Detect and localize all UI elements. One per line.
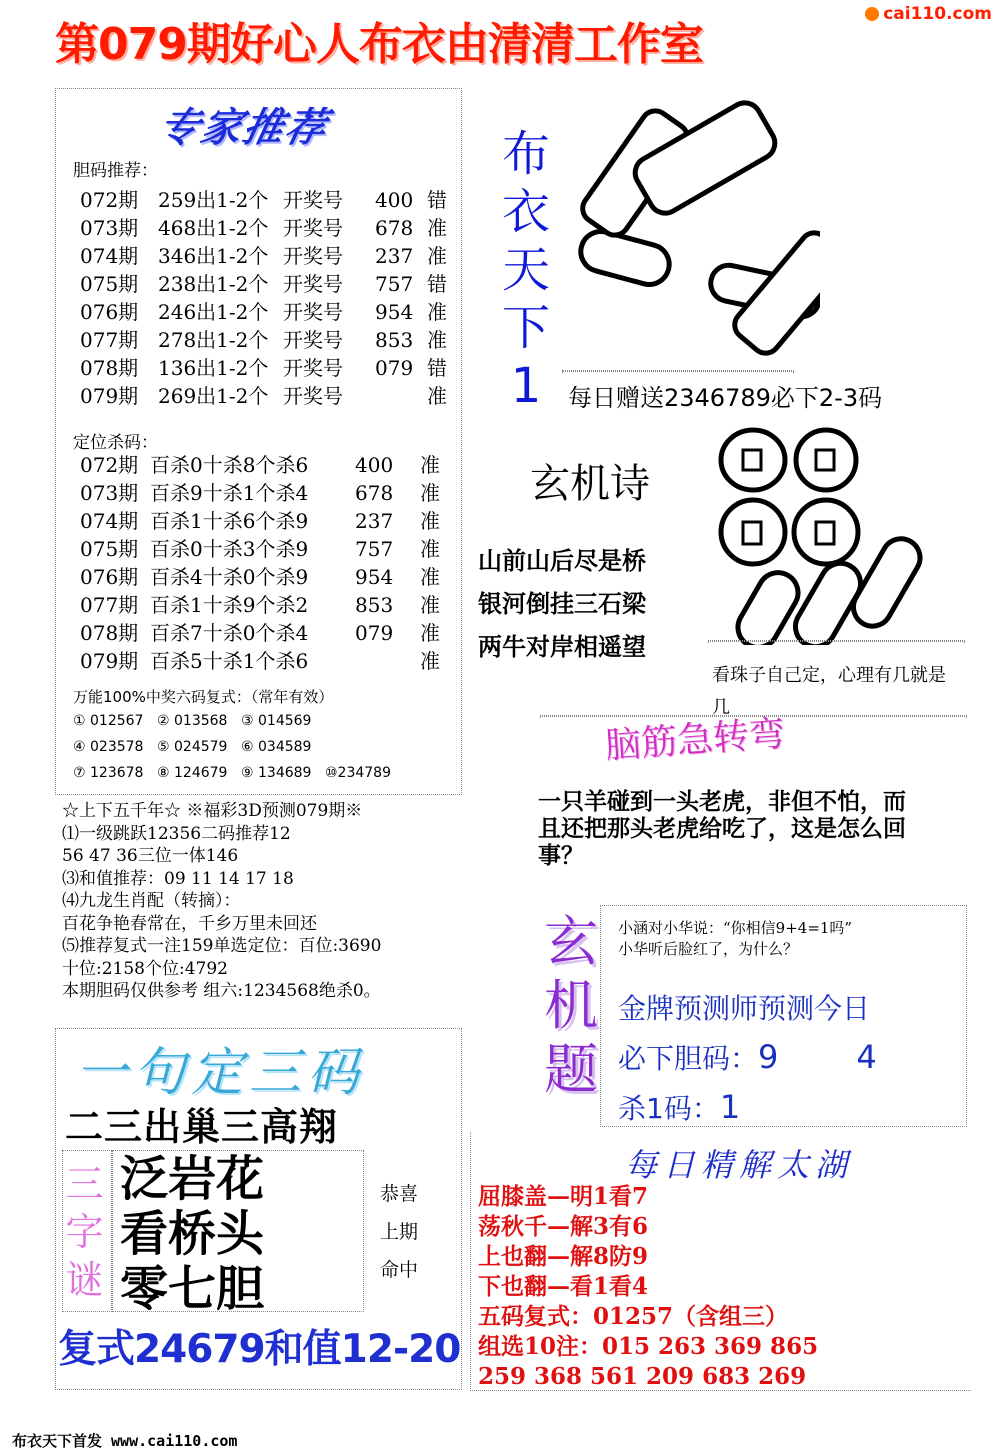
kill-row xyxy=(80,451,440,479)
dan-cell: 278出1-2个 xyxy=(158,328,269,352)
szm-words xyxy=(120,1152,264,1317)
buyi-char: 衣 xyxy=(501,184,550,240)
history-line: 百花争艳春常在，千乡万里未回还 xyxy=(62,913,317,934)
one-line-title: 一句定三码 xyxy=(75,1043,366,1103)
combo-item: ③ 014569 xyxy=(241,713,312,729)
dan-cell: 准 xyxy=(427,216,447,240)
buyi-char: 下 xyxy=(501,300,550,356)
kill-row xyxy=(80,507,440,535)
kill-cell: 678 xyxy=(355,481,394,505)
dan-cell: 开奖号 xyxy=(283,356,343,380)
kill-cell: 百杀1十杀6个杀9 xyxy=(150,509,309,533)
szm-label xyxy=(62,1160,107,1304)
kill-cell: 百杀0十杀8个杀6 xyxy=(150,453,309,477)
dan-cell: 开奖号 xyxy=(283,272,343,296)
kill-cell: 073期 xyxy=(80,481,139,505)
combo-item: ⑤ 024579 xyxy=(157,739,228,755)
history-line: ☆上下五千年☆ ※福彩3D预测079期※ xyxy=(62,801,363,821)
dan-cell: 开奖号 xyxy=(283,328,343,352)
kill-cell: 078期 xyxy=(80,621,139,645)
xuanji-char: 玄 xyxy=(544,910,598,973)
one-line-phrase: 二三出巢三高翔 xyxy=(65,1105,339,1149)
taihu-line: 五码复式：01257（含组三） xyxy=(478,1303,789,1330)
logo-dot-icon xyxy=(865,7,879,21)
combo-item: ⑦ 123678 xyxy=(73,765,144,781)
combo-row xyxy=(73,760,409,786)
beads-illustration xyxy=(708,420,958,645)
gold-forecast xyxy=(618,985,877,1133)
dan-cell: 准 xyxy=(427,244,447,268)
dan-cell: 错 xyxy=(427,272,447,296)
combo-table xyxy=(73,708,409,786)
kill-cell: 百杀1十杀9个杀2 xyxy=(150,593,309,617)
kill-cell: 400 xyxy=(355,453,394,477)
dan-cell: 237 xyxy=(375,244,414,268)
buyi-char: 天 xyxy=(501,242,550,298)
kill-row xyxy=(80,647,440,675)
poem-line: 两牛对岸相遥望 xyxy=(478,633,646,661)
szm-word: 看桥头 xyxy=(120,1206,265,1262)
kill-cell: 百杀4十杀0个杀9 xyxy=(150,565,309,589)
poem-line: 山前山后尽是桥 xyxy=(478,547,646,575)
dan-label: 胆码推荐： xyxy=(73,161,158,181)
dan-row xyxy=(80,326,447,354)
combo-item: ② 013568 xyxy=(157,713,228,729)
dan-cell: 开奖号 xyxy=(283,244,343,268)
history-line: ⑸推荐复式一注159单选定位：百位:3690 xyxy=(62,936,382,956)
history-line: ⑶和值推荐：09 11 14 17 18 xyxy=(62,868,294,889)
kill-table xyxy=(80,451,440,675)
xuanji-char: 机 xyxy=(544,974,598,1037)
taihu-line: 下也翻—看1看4 xyxy=(478,1273,649,1300)
kill-cell: 853 xyxy=(355,593,394,617)
kill-cell: 准 xyxy=(420,537,440,561)
dan-row xyxy=(80,186,447,214)
kill-cell: 079期 xyxy=(80,649,139,673)
dan-cell: 准 xyxy=(427,384,447,408)
history-line: 56 47 36三位一体146 xyxy=(62,846,239,866)
dan-row xyxy=(80,298,447,326)
taihu-line: 259 368 561 209 683 269 xyxy=(478,1363,807,1390)
dan-cell: 853 xyxy=(375,328,414,352)
congrats-line: 上期 xyxy=(380,1221,419,1243)
combo-title: 万能100%中奖六码复式：（常年有效） xyxy=(73,688,334,706)
kill-cell: 百杀9十杀1个杀4 xyxy=(150,481,309,505)
kill-row xyxy=(80,479,440,507)
fushi-line: 复式24679和值12-20 xyxy=(58,1327,461,1372)
dan-cell: 079 xyxy=(375,356,414,380)
kill-cell: 准 xyxy=(420,453,440,477)
kill-cell: 079 xyxy=(355,621,394,645)
xuanji-question-line: 小华听后脸红了，为什么？ xyxy=(618,940,799,958)
kill-cell: 237 xyxy=(355,509,394,533)
page-title: 第079期好心人布衣由清清工作室 xyxy=(55,19,703,70)
kill-cell: 075期 xyxy=(80,537,139,561)
kill-cell: 准 xyxy=(420,593,440,617)
kill-cell: 准 xyxy=(420,509,440,533)
dan-cell: 开奖号 xyxy=(283,300,343,324)
poem-line: 银河倒挂三石梁 xyxy=(478,590,646,618)
combo-item: ④ 023578 xyxy=(73,739,144,755)
congrats-line: 命中 xyxy=(380,1259,419,1281)
congrats xyxy=(380,1175,418,1289)
kill-cell: 百杀0十杀3个杀9 xyxy=(150,537,309,561)
dan-cell: 136出1-2个 xyxy=(158,356,269,380)
congrats-line: 恭喜 xyxy=(380,1183,419,1205)
kill-cell: 准 xyxy=(420,565,440,589)
combo-item: ⑥ 034589 xyxy=(241,739,312,755)
dan-cell: 259出1-2个 xyxy=(158,188,269,212)
kill-cell: 074期 xyxy=(80,509,139,533)
expert-title: 专家推荐 xyxy=(154,105,333,151)
szm-char: 谜 xyxy=(65,1258,104,1302)
dan-cell: 073期 xyxy=(80,216,139,240)
history-line: ⑴一级跳跃12356二码推荐12 xyxy=(62,823,291,844)
szm-char: 字 xyxy=(65,1210,104,1254)
kill-label: 定位杀码： xyxy=(73,433,158,453)
dan-cell: 072期 xyxy=(80,188,139,212)
sticks-illustration xyxy=(560,78,820,378)
poem-title: 玄机诗 xyxy=(530,461,650,507)
dan-cell: 开奖号 xyxy=(283,216,343,240)
buyi-vertical-title xyxy=(495,125,557,415)
combo-item: ⑧ 124679 xyxy=(157,765,228,781)
dan-cell: 准 xyxy=(427,300,447,324)
dan-cell: 678 xyxy=(375,216,414,240)
dan-row xyxy=(80,242,447,270)
combo-item: ① 012567 xyxy=(73,713,144,729)
kill-cell: 准 xyxy=(420,649,440,673)
combo-row xyxy=(73,734,409,760)
kill-cell: 准 xyxy=(420,481,440,505)
footer-text[interactable]: 布衣天下首发 www.cai110.com xyxy=(12,1432,238,1450)
beads-text: 看珠子自己定，心理有几就是几 xyxy=(712,665,946,718)
kill-row xyxy=(80,535,440,563)
gold-title: 金牌预测师预测今日 xyxy=(618,992,871,1025)
dan-cell xyxy=(375,382,427,410)
szm-char: 三 xyxy=(65,1162,104,1206)
dan-cell: 078期 xyxy=(80,356,139,380)
history-line: 本期胆码仅供参考 组六:1234568绝杀0。 xyxy=(62,981,381,1001)
xuanji-question xyxy=(618,918,852,960)
dan-cell: 074期 xyxy=(80,244,139,268)
history-line: ⑷九龙生肖配（转摘）： xyxy=(62,891,241,911)
taihu-line: 上也翻—解8防9 xyxy=(478,1243,649,1270)
xuanji-char: 题 xyxy=(544,1038,598,1101)
dan-cell: 077期 xyxy=(80,328,139,352)
buyi-char: 1 xyxy=(510,358,542,414)
site-logo[interactable] xyxy=(865,4,992,24)
dan-cell: 954 xyxy=(375,300,414,324)
combo-row xyxy=(73,708,409,734)
taihu-line: 荡秋千—解3有6 xyxy=(478,1213,649,1240)
logo-text: cai110.com xyxy=(883,4,992,24)
kill-cell: 百杀7十杀0个杀4 xyxy=(150,621,309,645)
gold-dan-label: 必下胆码： xyxy=(618,1042,759,1075)
kill-row xyxy=(80,591,440,619)
kill-cell: 076期 xyxy=(80,565,139,589)
gold-dan-a: 9 xyxy=(758,1038,779,1076)
daily-gift: 每日赠送2346789必下2-3码 xyxy=(568,384,883,412)
taihu-box xyxy=(470,1132,971,1391)
kill-row xyxy=(80,563,440,591)
dan-cell: 076期 xyxy=(80,300,139,324)
gold-kill-val: 1 xyxy=(719,1088,741,1126)
kill-cell: 072期 xyxy=(80,453,139,477)
kill-cell: 百杀5十杀1个杀6 xyxy=(150,649,309,673)
brain-title: 脑筋急转弯 xyxy=(603,713,787,767)
dan-row xyxy=(80,382,447,410)
gold-kill-row xyxy=(618,1083,877,1133)
combo-item: ⑨ 134689 xyxy=(241,765,312,781)
dan-cell: 075期 xyxy=(80,272,139,296)
dan-cell: 400 xyxy=(375,188,414,212)
dan-row xyxy=(80,354,447,382)
taihu-line: 屈膝盖—明1看7 xyxy=(478,1183,649,1210)
taihu-line: 组选10注：015 263 369 865 xyxy=(478,1333,819,1360)
combo-item: ⑩234789 xyxy=(325,765,391,781)
dan-cell: 346出1-2个 xyxy=(158,244,269,268)
kill-cell: 954 xyxy=(355,565,394,589)
dan-cell: 238出1-2个 xyxy=(158,272,269,296)
gold-dan-b: 4 xyxy=(856,1038,877,1076)
dan-cell: 079期 xyxy=(80,384,139,408)
gold-kill-label: 杀1码： xyxy=(618,1092,720,1125)
dan-cell: 准 xyxy=(427,328,447,352)
kill-cell: 准 xyxy=(420,621,440,645)
dan-cell: 269出1-2个 xyxy=(158,384,269,408)
xuanji-vertical-title xyxy=(535,910,607,1102)
dan-table xyxy=(80,186,447,410)
dan-cell: 468出1-2个 xyxy=(158,216,269,240)
dan-cell: 757 xyxy=(375,272,414,296)
dan-cell: 错 xyxy=(427,188,447,212)
gold-dan-row xyxy=(618,1033,877,1083)
dan-cell: 开奖号 xyxy=(283,384,343,408)
history-line: 十位:2158个位:4792 xyxy=(62,958,228,979)
dan-row xyxy=(80,214,447,242)
dan-cell: 错 xyxy=(427,356,447,380)
history-section xyxy=(62,800,381,1003)
sticks-divider xyxy=(562,370,794,372)
dan-cell: 246出1-2个 xyxy=(158,300,269,324)
xuanji-question-line: 小涵对小华说：“你相信9+4=1吗” xyxy=(618,919,853,937)
kill-row xyxy=(80,619,440,647)
brain-riddle: 一只羊碰到一头老虎，非但不怕，而且还把那头老虎给吃了，这是怎么回事？ xyxy=(538,788,906,869)
kill-cell xyxy=(355,647,420,675)
poem-lines xyxy=(478,540,646,669)
kill-cell: 077期 xyxy=(80,593,139,617)
szm-word: 零七胆 xyxy=(120,1261,265,1317)
beads-divider xyxy=(708,640,965,642)
taihu-title: 每日精解太湖 xyxy=(625,1146,854,1184)
dan-cell: 开奖号 xyxy=(283,188,343,212)
buyi-char: 布 xyxy=(501,126,550,182)
szm-word: 泛岩花 xyxy=(120,1151,265,1207)
kill-cell: 757 xyxy=(355,537,394,561)
dan-row xyxy=(80,270,447,298)
